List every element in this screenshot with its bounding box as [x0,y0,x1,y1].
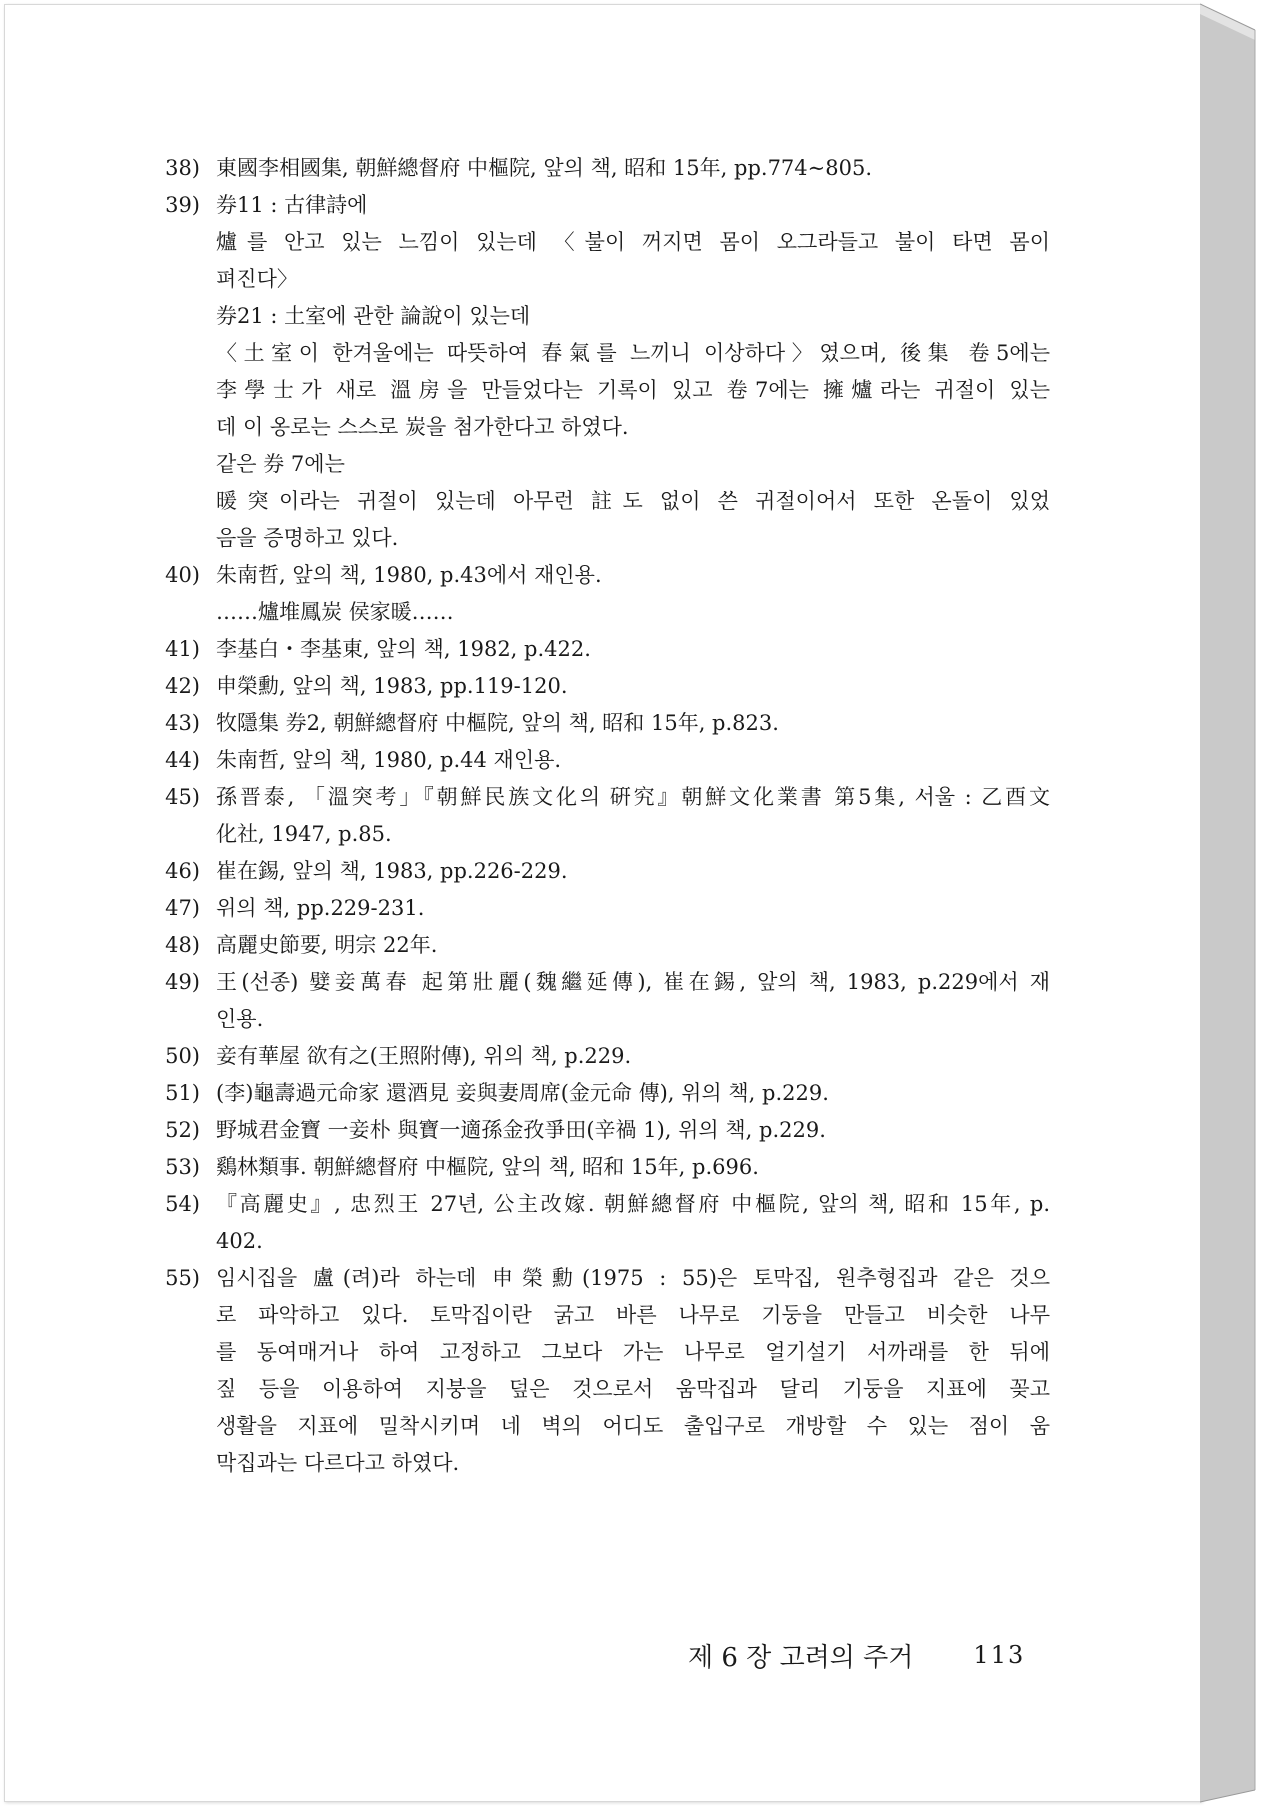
endnote-line: 東國李相國集, 朝鮮總督府 中樞院, 앞의 책, 昭和 15年, pp.774∼805. [216,156,873,180]
endnote-line: 野城君金寶 一妾朴 與寶一適孫金孜爭田(辛禍 1), 위의 책, p.229. [216,1118,826,1142]
endnote-number: 42) [165,674,200,698]
endnote-body [216,668,1050,705]
endnote-line: 로 파악하고 있다. 토막집이란 굵고 바른 나무로 기둥을 만들고 비슷한 나무 [216,1303,1050,1327]
endnote-line: 음을 증명하고 있다. [216,526,399,550]
endnote-line: 券21 : 土室에 관한 論說이 있는데 [216,304,531,328]
endnote-body [216,742,1050,779]
endnote-body [216,927,1050,964]
endnote-item [150,927,1050,964]
endnote-line: (李)龜壽過元命家 還酒見 妾與妻周席(金元命 傳), 위의 책, p.229. [216,1081,829,1105]
endnote-body [216,890,1050,927]
endnote-line: 孫晋泰, 「溫突考」『朝鮮民族文化의 硏究』朝鮮文化業書 第5集, 서울 : 乙酉文 [216,785,1050,809]
endnote-number: 43) [165,711,200,735]
endnote-number: 51) [165,1081,200,1105]
endnote-number: 46) [165,859,200,883]
endnote-number: 40) [165,563,200,587]
endnote-number: 47) [165,896,200,920]
endnote-body [216,631,1050,668]
endnote-line: 爐를 안고 있는 느낌이 있는데 〈불이 꺼지면 몸이 오그라들고 불이 타면 몸이 [216,230,1050,254]
endnote-line: 化社, 1947, p.85. [216,822,392,846]
endnote-body [216,1112,1050,1149]
endnote-body [216,964,1050,1038]
endnote-body [216,1038,1050,1075]
endnote-number: 52) [165,1118,200,1142]
endnote-line: 高麗史節要, 明宗 22年. [216,933,438,957]
endnote-item [150,705,1050,742]
endnote-line: 402. [216,1229,263,1253]
page-number: 113 [973,1641,1026,1669]
page-stack-edge [1200,0,1260,1806]
endnote-line: 券11 : 古律詩에 [216,193,368,217]
endnote-number: 54) [165,1192,200,1216]
endnote-item [150,890,1050,927]
endnote-item [150,1260,1050,1482]
endnote-number: 39) [165,193,200,217]
endnote-line: 인용. [216,1007,264,1031]
endnote-item [150,779,1050,853]
endnote-number: 50) [165,1044,200,1068]
endnote-item [150,557,1050,631]
endnote-line: 펴진다〉 [216,267,298,291]
endnote-item [150,742,1050,779]
endnote-line: 생활을 지표에 밀착시키며 네 벽의 어디도 출입구로 개방할 수 있는 점이 움 [216,1414,1050,1438]
endnote-body [216,705,1050,742]
chapter-title: 제 6 장 고려의 주거 [688,1642,914,1673]
endnote-number: 44) [165,748,200,772]
endnote-number: 48) [165,933,200,957]
endnote-number: 49) [165,970,200,994]
endnote-line: 妾有華屋 欲有之(王照附傳), 위의 책, p.229. [216,1044,632,1068]
endnote-line: 같은 券 7에는 [216,452,345,476]
endnote-line: 『高麗史』, 忠烈王 27년, 公主改嫁. 朝鮮總督府 中樞院, 앞의 책, 昭和 15年, p. [216,1192,1050,1216]
endnote-number: 45) [165,785,200,809]
endnote-item [150,668,1050,705]
endnote-item [150,1075,1050,1112]
endnote-line: 짚 등을 이용하여 지붕을 덮은 것으로서 움막집과 달리 기둥을 지표에 꽂고 [216,1377,1050,1401]
endnote-number: 38) [165,156,200,180]
endnote-line: 데 이 옹로는 스스로 炭을 첨가한다고 하였다. [216,415,629,439]
endnote-body [216,1260,1050,1482]
endnote-item [150,631,1050,668]
endnote-item [150,853,1050,890]
endnote-item [150,1186,1050,1260]
endnote-line: 李基白・李基東, 앞의 책, 1982, p.422. [216,637,591,661]
endnote-line: 牧隱集 券2, 朝鮮總督府 中樞院, 앞의 책, 昭和 15年, p.823. [216,711,779,735]
endnote-line: 를 동여매거나 하여 고정하고 그보다 가는 나무로 얼기설기 서까래를 한 뒤에 [216,1340,1050,1364]
endnote-line: 申榮勳, 앞의 책, 1983, pp.119-120. [216,674,568,698]
endnote-body [216,1186,1050,1260]
endnote-body [216,557,1050,631]
endnote-number: 41) [165,637,200,661]
endnote-body [216,187,1050,557]
endnote-item [150,187,1050,557]
endnote-line: 朱南哲, 앞의 책, 1980, p.44 재인용. [216,748,562,772]
endnote-body [216,1149,1050,1186]
endnote-line: 朱南哲, 앞의 책, 1980, p.43에서 재인용. [216,563,602,587]
endnote-number: 55) [165,1266,200,1290]
endnote-line: 崔在錫, 앞의 책, 1983, pp.226-229. [216,859,568,883]
endnote-body [216,150,1050,187]
endnote-line: 임시집을 盧(려)라 하는데 申榮勳(1975 : 55)은 토막집, 원추형집과 같은 것으 [216,1266,1050,1290]
endnote-body [216,1075,1050,1112]
endnote-line: 李學士가 새로 溫房을 만들었다는 기록이 있고 卷7에는 擁爐라는 귀절이 있는 [216,378,1050,402]
endnote-line: 王(선종) 嬖妾萬春 起第壯麗(魏繼延傳), 崔在錫, 앞의 책, 1983, p.229에서 재 [216,970,1050,994]
endnote-item [150,1149,1050,1186]
endnote-line: 鷄林類事. 朝鮮總督府 中樞院, 앞의 책, 昭和 15年, p.696. [216,1155,759,1179]
endnote-line: 〈土室이 한겨울에는 따뜻하여 春氣를 느끼니 이상하다〉였으며, 後集 卷5에는 [216,341,1050,365]
endnote-body [216,853,1050,890]
endnote-item [150,1038,1050,1075]
endnote-body [216,779,1050,853]
endnote-item [150,964,1050,1038]
endnote-line: 막집과는 다르다고 하였다. [216,1451,460,1475]
page-footer [688,1633,1028,1677]
endnote-item [150,150,1050,187]
endnote-number: 53) [165,1155,200,1179]
endnote-line: ……爐堆鳳炭 侯家暖…… [216,600,454,624]
endnote-line: 위의 책, pp.229-231. [216,896,425,920]
endnote-item [150,1112,1050,1149]
endnote-line: 暖突이라는 귀절이 있는데 아무런 註도 없이 쓴 귀절이어서 또한 온돌이 있었 [216,489,1050,513]
endnotes-list [150,150,1050,1482]
